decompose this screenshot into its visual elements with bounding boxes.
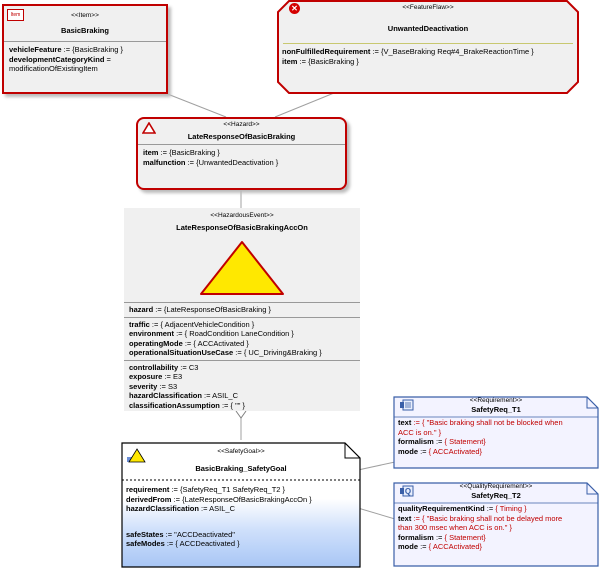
req2-name: SafetyReq_T2 xyxy=(471,491,521,500)
hazard-stereotype: <<Hazard>> xyxy=(223,121,260,128)
hazardousevent-row-hazard: hazard := {LateResponseOfBasicBraking } xyxy=(129,305,271,314)
safetygoal-row-hazardclass: hazardClassification := ASIL_C xyxy=(126,504,236,513)
arrowhead xyxy=(236,411,246,418)
connector-goal-req1 xyxy=(358,462,395,470)
item-row-extra: modificationOfExistingItem xyxy=(9,64,98,73)
hazardousevent-row-exposure: exposure := E3 xyxy=(129,372,183,381)
hazardousevent-block[interactable] xyxy=(124,208,360,411)
hazard-triangle-icon xyxy=(142,122,156,134)
item-row-devcategory: developmentCategoryKind = xyxy=(9,54,111,64)
req1-name: SafetyReq_T1 xyxy=(471,405,521,414)
featureflaw-name: UnwantedDeactivation xyxy=(387,24,469,33)
warning-triangle-icon xyxy=(197,238,287,298)
featureflaw-row-nonfulfilled: nonFulfilledRequirement := {V_BaseBraking Req#4_BrakeReactionTime } xyxy=(282,47,534,56)
featureflaw-row-item: item := {BasicBraking } xyxy=(282,56,359,66)
req2-row-mode: mode := { ACCActivated} xyxy=(398,542,483,551)
featureflaw-block[interactable] xyxy=(277,0,579,94)
safetygoal-block[interactable] xyxy=(121,442,361,568)
req2-row-formalism: formalism := { Statement} xyxy=(398,532,486,542)
hazardousevent-row-traffic: traffic := { AdjacentVehicleCondition } xyxy=(129,319,255,329)
safetygoal-stereotype: <<SafetyGoal>> xyxy=(217,448,265,455)
safetygoal-name: BasicBraking_SafetyGoal xyxy=(195,464,287,473)
safetygoal-row-safestates: safeStates := "ACCDeactivated" xyxy=(126,529,235,539)
error-icon: ✕ xyxy=(289,3,300,14)
hazardousevent-row-operatingmode: operatingMode := { ACCActivated } xyxy=(129,338,249,348)
svg-text:Q: Q xyxy=(404,487,412,496)
hazardousevent-row-hazardclass: hazardClassification := ASIL_C xyxy=(129,391,239,400)
req1-row-text: text := { "Basic braking shall not be blocked when xyxy=(398,418,563,427)
req2-stereotype: <<QualityRequirement>> xyxy=(459,483,533,490)
req2-row-qualitykind: qualityRequirementKind := { Timing } xyxy=(398,504,527,513)
connector-goal-req2 xyxy=(358,508,395,519)
hazardousevent-stereotype: <<HazardousEvent>> xyxy=(210,212,274,219)
item-stereotype: <<Item>> xyxy=(71,12,99,19)
requirement-t1-block[interactable] xyxy=(393,396,599,469)
req2-row-text-cont: than 300 msec when ACC is on." } xyxy=(398,523,512,532)
safetygoal-row-safemodes: safeModes := { ACCDeactivated } xyxy=(126,539,240,548)
requirement-t2-block[interactable] xyxy=(393,482,599,567)
hazard-name: LateResponseOfBasicBraking xyxy=(187,132,296,141)
hazardousevent-name: LateResponseOfBasicBrakingAccOn xyxy=(176,223,308,232)
item-name: BasicBraking xyxy=(61,26,109,35)
hazardousevent-row-controllability: controllability := C3 xyxy=(129,362,199,372)
req2-row-text: text := { "Basic braking shall not be delayed more xyxy=(398,513,563,523)
featureflaw-stereotype: <<FeatureFlaw>> xyxy=(402,4,454,11)
safetygoal-row-requirement: requirement := {SafetyReq_T1 SafetyReq_T2 } xyxy=(126,485,286,494)
req1-stereotype: <<Requirement>> xyxy=(469,397,523,404)
hazardousevent-row-assumption: classificationAssumption := { "" } xyxy=(129,400,246,410)
item-block[interactable] xyxy=(2,4,168,94)
hazard-row-malfunction: malfunction := {UnwantedDeactivation } xyxy=(143,157,279,167)
safetygoal-row-derivedfrom: derivedFrom := {LateResponseOfBasicBrakingAccOn } xyxy=(126,494,312,504)
connector-flaw-hazard xyxy=(275,93,334,117)
hazardousevent-row-situation: operationalSituationUseCase := { UC_Driving&Braking } xyxy=(129,348,322,357)
hazardousevent-row-environment: environment := { RoadCondition LaneCondition } xyxy=(129,329,294,338)
hazardousevent-row-severity: severity := S3 xyxy=(129,381,178,391)
item-icon: Item xyxy=(7,9,24,21)
connector-item-hazard xyxy=(165,93,226,117)
item-row-vehiclefeature: vehicleFeature := {BasicBraking } xyxy=(9,45,124,54)
req1-row-mode: mode := { ACCActivated} xyxy=(398,446,483,456)
hazard-row-item: item := {BasicBraking } xyxy=(143,148,220,157)
hazard-block[interactable] xyxy=(136,117,347,190)
req1-row-text-cont: ACC is on." } xyxy=(398,427,442,437)
req1-row-formalism: formalism := { Statement} xyxy=(398,437,486,446)
